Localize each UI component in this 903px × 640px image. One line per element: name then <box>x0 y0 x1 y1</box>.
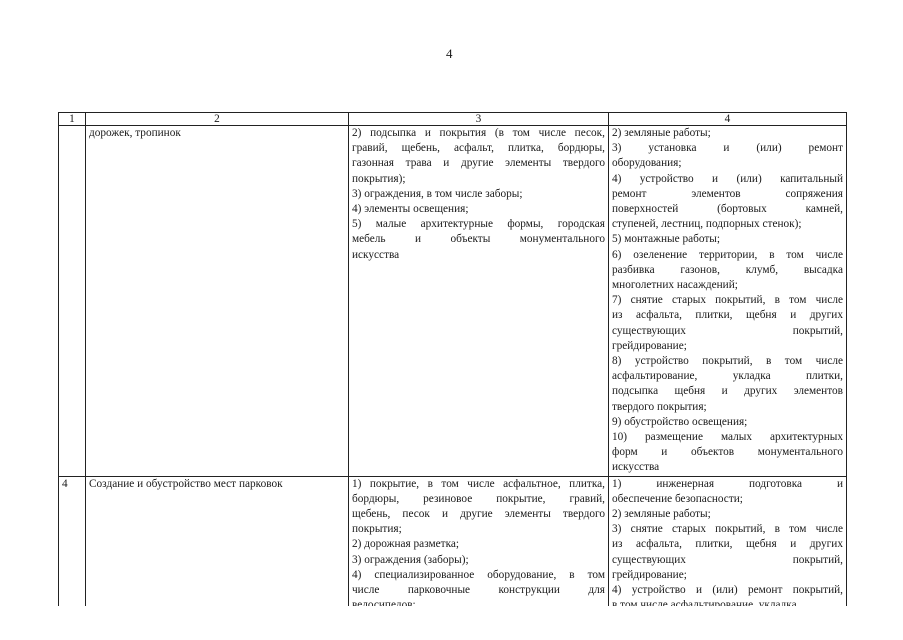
cell-line: подсыпка щебня и других элементов <box>612 385 843 398</box>
cell-line: 3) установка и (или) ремонт <box>612 142 843 155</box>
cell-line: искусства <box>612 461 660 474</box>
cell-line: грейдирование; <box>612 339 687 352</box>
cell-line: из асфальта, плитки, щебня и других <box>612 309 843 322</box>
cell-line: асфальтирование, укладка плитки, <box>612 370 843 383</box>
row-works <box>609 476 847 614</box>
row-number: 4 <box>59 476 86 614</box>
cell-line: ремонт элементов сопряжения <box>612 187 843 200</box>
works-table <box>58 112 847 615</box>
cell-line: 5) монтажные работы; <box>612 233 721 246</box>
header-col-4: 4 <box>609 113 847 126</box>
cell-line: 7) снятие старых покрытий, в том числе <box>612 294 843 307</box>
row-name: дорожек, тропинок <box>86 126 349 477</box>
cell-line: 1) покрытие, в том числе асфальтное, плитка, <box>352 477 605 490</box>
cell-line: 10) размещение малых архитектурных <box>612 431 843 444</box>
cell-line: многолетних насаждений; <box>612 279 738 292</box>
cell-line: грейдирование; <box>612 568 687 581</box>
table-header-row <box>59 113 847 126</box>
cell-line: 3) снятие старых покрытий, в том числе <box>612 523 843 536</box>
cell-line: покрытия; <box>352 523 402 536</box>
cell-line: из асфальта, плитки, щебня и других <box>612 538 843 551</box>
cell-line: 1) инженерная подготовка и <box>612 477 843 490</box>
header-col-3: 3 <box>349 113 609 126</box>
row-elements <box>349 476 609 614</box>
cell-line: разбивка газонов, клумб, высадка <box>612 263 843 276</box>
page-number: 4 <box>446 46 453 61</box>
cell-line: поверхностей (бортовых камней, <box>612 203 843 216</box>
cell-line: бордюры, резиновое покрытие, гравий, <box>352 492 605 505</box>
row-name: Создание и обустройство мест парковок <box>86 476 349 614</box>
cell-line: 6) озеленение территории, в том числе <box>612 248 843 261</box>
cell-line: 4) устройство и (или) ремонт покрытий, <box>612 584 843 597</box>
cell-line: гравий, щебень, асфальт, плитка, бордюры, <box>352 142 605 155</box>
cell-line: 3) ограждения (заборы); <box>352 553 469 566</box>
cell-line: мебель и объекты монументального <box>352 233 605 246</box>
cell-line: твердого покрытия; <box>612 400 707 413</box>
cell-line: 9) обустройство освещения; <box>612 415 748 428</box>
page-bottom-margin <box>0 606 903 640</box>
cell-line: газонная трава и другие элементы твердого <box>352 157 605 170</box>
cell-line: существующих покрытий, <box>612 324 843 337</box>
header-col-1: 1 <box>59 113 86 126</box>
cell-line: покрытия); <box>352 172 406 185</box>
row-elements <box>349 126 609 477</box>
cell-line: щебень, песок и другие элементы твердого <box>352 508 605 521</box>
cell-line: 3) ограждения, в том числе заборы; <box>352 187 523 200</box>
cell-line: 2) дорожная разметка; <box>352 538 460 551</box>
header-col-2: 2 <box>86 113 349 126</box>
row-works <box>609 126 847 477</box>
cell-line: 5) малые архитектурные формы, городская <box>352 218 605 231</box>
table-row <box>59 126 847 477</box>
cell-line: числе парковочные конструкции для <box>352 584 605 597</box>
table-row <box>59 476 847 614</box>
cell-line: 4) устройство и (или) капитальный <box>612 172 843 185</box>
cell-line: форм и объектов монументального <box>612 446 843 459</box>
cell-line: существующих покрытий, <box>612 553 843 566</box>
cell-line: 2) земляные работы; <box>612 508 711 521</box>
cell-line: 2) земляные работы; <box>612 127 711 139</box>
cell-line: обеспечение безопасности; <box>612 492 743 505</box>
cell-line: 4) элементы освещения; <box>352 203 469 216</box>
cell-line: искусства <box>352 248 400 261</box>
cell-line: 8) устройство покрытий, в том числе <box>612 355 843 368</box>
cell-line: ступеней, лестниц, подпорных стенок); <box>612 218 802 231</box>
cell-line: оборудования; <box>612 157 682 170</box>
cell-line: 2) подсыпка и покрытия (в том числе песок, <box>352 127 605 139</box>
row-number <box>59 126 86 477</box>
cell-line: 4) специализированное оборудование, в том <box>352 568 605 581</box>
